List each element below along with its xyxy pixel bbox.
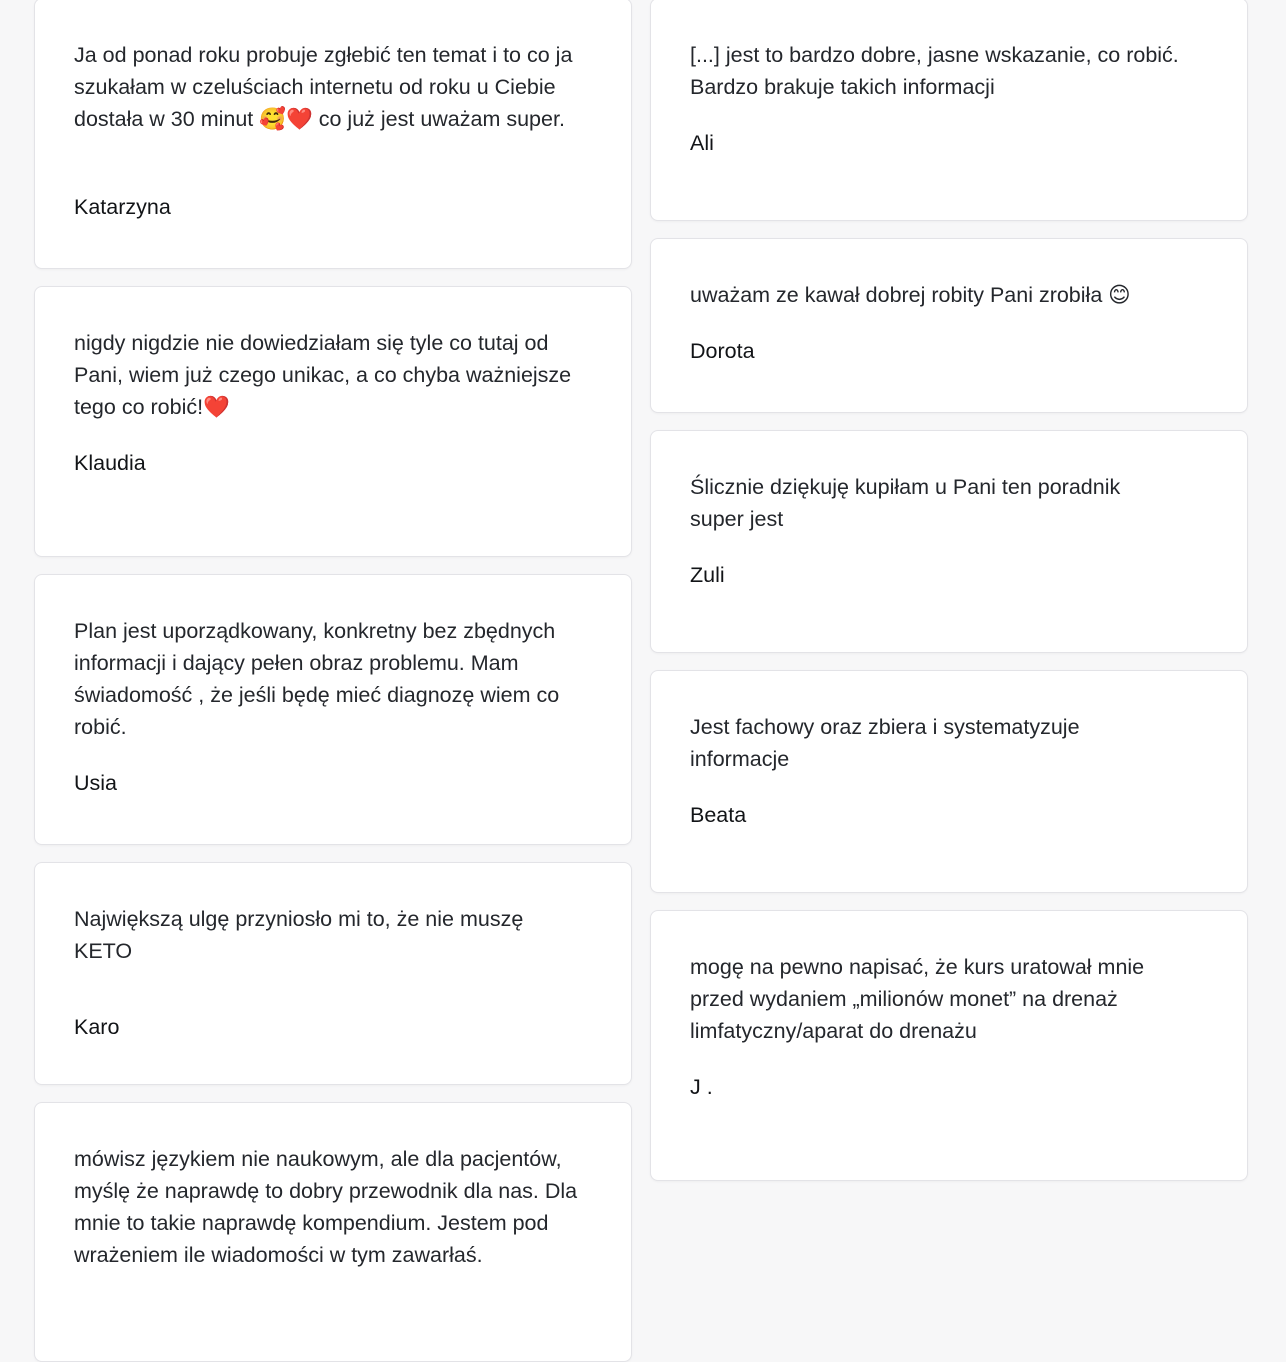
testimonial-author: Zuli [690,563,725,587]
testimonial-card [650,238,1248,413]
testimonial-text: nigdy nigdzie nie dowiedziałam się tyle co tutaj od Pani, wiem już czego unikac, a co chyba ważniejsze tego co robić!❤️ [74,331,572,419]
testimonial-text: [...] jest to bardzo dobre, jasne wskazanie, co robić. Bardzo brakuje takich informacji [690,43,1179,99]
testimonial-card [34,0,632,269]
testimonial-author: J . [690,1075,713,1099]
testimonial-card [650,430,1248,653]
testimonial-text: uważam ze kawał dobrej robity Pani zrobiła 😊 [690,283,1131,307]
testimonial-author: Dorota [690,339,755,363]
testimonial-text: Jest fachowy oraz zbiera i systematyzuje informacje [690,715,1080,771]
testimonial-card [34,1102,632,1362]
testimonial-text: Największą ulgę przyniosło mi to, że nie muszę KETO [74,907,524,963]
testimonial-author: Klaudia [74,451,146,475]
testimonial-text: Ja od ponad roku probuje zgłebić ten temat i to co ja szukałam w czeluściach internetu od roku u Ciebie dostała w 30 minut 🥰❤️ co już jest uważam super. [74,43,573,131]
testimonial-author: Beata [690,803,747,827]
testimonial-author: Usia [74,771,118,795]
testimonial-card [34,862,632,1085]
testimonial-text: Plan jest uporządkowany, konkretny bez zbędnych informacji i dający pełen obraz problemu. Mam świadomość , że jeśli będę mieć diagnozę wiem co robić. [74,619,560,739]
testimonial-author: Ali [690,131,714,155]
testimonial-card [650,910,1248,1181]
testimonial-card [650,670,1248,893]
testimonial-text: mogę na pewno napisać, że kurs uratował mnie przed wydaniem „milionów monet” na drenaż limfatyczny/aparat do drenażu [690,955,1145,1043]
testimonial-card [650,0,1248,221]
testimonial-text: mówisz językiem nie naukowym, ale dla pacjentów, myślę że naprawdę to dobry przewodnik dla nas. Dla mnie to takie naprawdę kompendium. Jestem pod wrażeniem ile wiadomości w tym zawarłaś. [74,1147,578,1267]
testimonial-card [34,574,632,845]
testimonial-author: Katarzyna [74,195,171,219]
testimonial-author: Karo [74,1015,120,1039]
testimonial-card [34,286,632,557]
testimonial-text: Ślicznie dziękuję kupiłam u Pani ten poradnik super jest [690,475,1121,531]
